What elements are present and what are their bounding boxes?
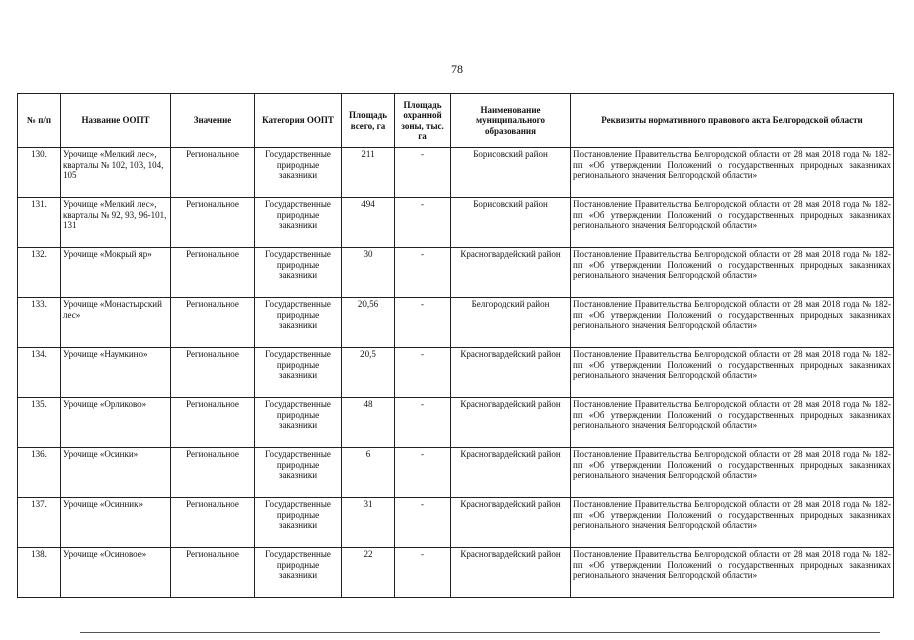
cell-municipality: Красногвардейский район — [451, 548, 571, 598]
cell-num: 136. — [18, 448, 61, 498]
cell-requisites: Постановление Правительства Белгородской области от 28 мая 2018 года № 182-пп «Об утверждении Положений о государственных природных заказниках регионального значения Белгородской области» — [571, 348, 894, 398]
header-area: Площадь всего, га — [342, 94, 395, 148]
cell-significance: Региональное — [171, 398, 255, 448]
table-row — [18, 348, 894, 398]
cell-municipality: Красногвардейский район — [451, 248, 571, 298]
cell-category: Государственные природные заказники — [255, 548, 342, 598]
cell-requisites: Постановление Правительства Белгородской области от 28 мая 2018 года № 182-пп «Об утверждении Положений о государственных природных заказниках регионального значения Белгородской области» — [571, 298, 894, 348]
table-header-row — [18, 94, 894, 148]
table-row — [18, 148, 894, 198]
cell-buffer-area: - — [395, 548, 451, 598]
cell-category: Государственные природные заказники — [255, 498, 342, 548]
cell-area: 20,5 — [342, 348, 395, 398]
cell-municipality: Красногвардейский район — [451, 448, 571, 498]
cell-significance: Региональное — [171, 448, 255, 498]
cell-area: 494 — [342, 198, 395, 248]
cell-requisites: Постановление Правительства Белгородской области от 28 мая 2018 года № 182-пп «Об утверждении Положений о государственных природных заказниках регионального значения Белгородской области» — [571, 198, 894, 248]
cell-area: 48 — [342, 398, 395, 448]
cell-num: 131. — [18, 198, 61, 248]
table-row — [18, 398, 894, 448]
cell-name: Урочище «Мелкий лес», кварталы № 102, 103, 104, 105 — [61, 148, 171, 198]
cell-significance: Региональное — [171, 198, 255, 248]
cell-name: Урочище «Осинки» — [61, 448, 171, 498]
cell-buffer-area: - — [395, 148, 451, 198]
cell-municipality: Красногвардейский район — [451, 398, 571, 448]
cell-name: Урочище «Монастырский лес» — [61, 298, 171, 348]
cell-requisites: Постановление Правительства Белгородской области от 28 мая 2018 года № 182-пп «Об утверждении Положений о государственных природных заказниках регионального значения Белгородской области» — [571, 148, 894, 198]
cell-area: 211 — [342, 148, 395, 198]
cell-num: 130. — [18, 148, 61, 198]
cell-significance: Региональное — [171, 148, 255, 198]
cell-category: Государственные природные заказники — [255, 248, 342, 298]
header-buffer-area: Площадь охранной зоны, тыс. га — [395, 94, 451, 148]
cell-name: Урочище «Осиновое» — [61, 548, 171, 598]
cell-category: Государственные природные заказники — [255, 448, 342, 498]
header-significance: Значение — [171, 94, 255, 148]
table-row — [18, 248, 894, 298]
table-row — [18, 198, 894, 248]
cell-municipality: Красногвардейский район — [451, 498, 571, 548]
footer-divider — [80, 632, 880, 633]
cell-name: Урочище «Наумкино» — [61, 348, 171, 398]
cell-area: 20,56 — [342, 298, 395, 348]
header-num: № п/п — [18, 94, 61, 148]
cell-significance: Региональное — [171, 248, 255, 298]
cell-requisites: Постановление Правительства Белгородской области от 28 мая 2018 года № 182-пп «Об утверждении Положений о государственных природных заказниках регионального значения Белгородской области» — [571, 448, 894, 498]
cell-area: 22 — [342, 548, 395, 598]
cell-significance: Региональное — [171, 548, 255, 598]
cell-buffer-area: - — [395, 298, 451, 348]
cell-municipality: Борисовский район — [451, 148, 571, 198]
cell-num: 134. — [18, 348, 61, 398]
cell-buffer-area: - — [395, 248, 451, 298]
cell-area: 30 — [342, 248, 395, 298]
header-municipality: Наименование муниципального образования — [451, 94, 571, 148]
header-name: Название ООПТ — [61, 94, 171, 148]
cell-category: Государственные природные заказники — [255, 298, 342, 348]
cell-requisites: Постановление Правительства Белгородской области от 28 мая 2018 года № 182-пп «Об утверждении Положений о государственных природных заказниках регионального значения Белгородской области» — [571, 548, 894, 598]
cell-num: 135. — [18, 398, 61, 448]
cell-category: Государственные природные заказники — [255, 198, 342, 248]
header-category: Категория ООПТ — [255, 94, 342, 148]
cell-buffer-area: - — [395, 198, 451, 248]
cell-num: 133. — [18, 298, 61, 348]
cell-area: 6 — [342, 448, 395, 498]
table-row — [18, 448, 894, 498]
page-number: 78 — [451, 62, 463, 76]
cell-municipality: Белгородский район — [451, 298, 571, 348]
cell-municipality: Борисовский район — [451, 198, 571, 248]
cell-num: 138. — [18, 548, 61, 598]
cell-buffer-area: - — [395, 498, 451, 548]
cell-category: Государственные природные заказники — [255, 398, 342, 448]
cell-category: Государственные природные заказники — [255, 348, 342, 398]
table-row — [18, 498, 894, 548]
cell-requisites: Постановление Правительства Белгородской области от 28 мая 2018 года № 182-пп «Об утверждении Положений о государственных природных заказниках регионального значения Белгородской области» — [571, 398, 894, 448]
cell-significance: Региональное — [171, 298, 255, 348]
table-row — [18, 298, 894, 348]
cell-buffer-area: - — [395, 348, 451, 398]
table-row — [18, 548, 894, 598]
cell-name: Урочище «Мелкий лес», кварталы № 92, 93, 96-101, 131 — [61, 198, 171, 248]
cell-buffer-area: - — [395, 398, 451, 448]
cell-municipality: Красногвардейский район — [451, 348, 571, 398]
cell-significance: Региональное — [171, 498, 255, 548]
cell-significance: Региональное — [171, 348, 255, 398]
header-requisites: Реквизиты нормативного правового акта Белгородской области — [571, 94, 894, 148]
cell-requisites: Постановление Правительства Белгородской области от 28 мая 2018 года № 182-пп «Об утверждении Положений о государственных природных заказниках регионального значения Белгородской области» — [571, 498, 894, 548]
cell-name: Урочище «Орликово» — [61, 398, 171, 448]
cell-area: 31 — [342, 498, 395, 548]
cell-name: Урочище «Осинник» — [61, 498, 171, 548]
cell-category: Государственные природные заказники — [255, 148, 342, 198]
oopt-table — [17, 93, 894, 598]
cell-num: 132. — [18, 248, 61, 298]
cell-num: 137. — [18, 498, 61, 548]
cell-name: Урочище «Мокрый яр» — [61, 248, 171, 298]
cell-buffer-area: - — [395, 448, 451, 498]
cell-requisites: Постановление Правительства Белгородской области от 28 мая 2018 года № 182-пп «Об утверждении Положений о государственных природных заказниках регионального значения Белгородской области» — [571, 248, 894, 298]
